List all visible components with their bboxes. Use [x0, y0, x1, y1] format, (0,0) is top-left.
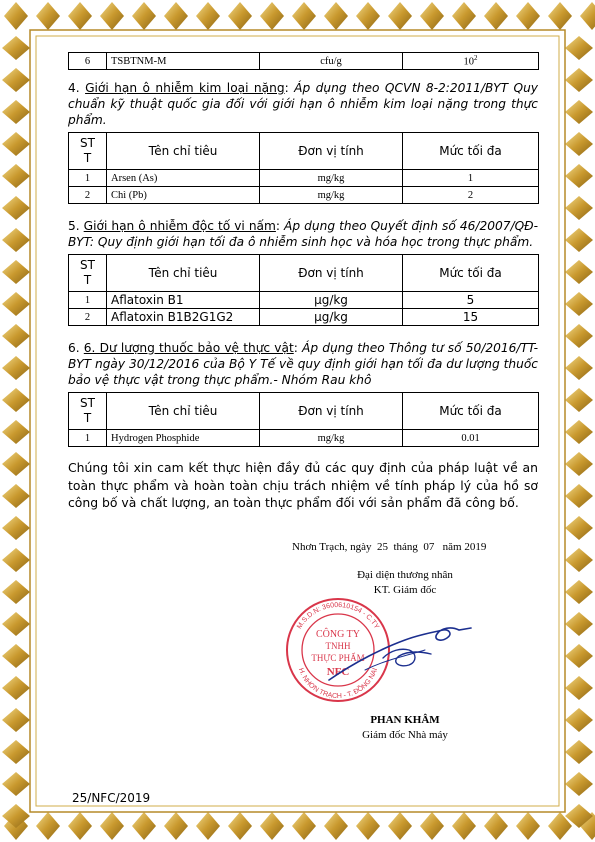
border-diamond — [565, 548, 593, 572]
document-page — [68, 52, 538, 512]
border-diamond — [565, 196, 593, 220]
border-diamond — [565, 36, 593, 60]
border-diamond — [565, 68, 593, 92]
pesticide-table — [68, 392, 539, 447]
border-diamond — [565, 516, 593, 540]
cell-unit: µg/kg — [260, 292, 403, 309]
border-diamond — [565, 260, 593, 284]
table-row — [69, 187, 539, 204]
header-unit: Đơn vị tính — [260, 255, 403, 292]
section-5-text: Áp dụng theo Quyết định số 46/2007/QĐ-BYT: Quy định giới hạn tối đa ô nhiễm sinh học và hóa học trong thực phẩm. — [68, 219, 538, 249]
border-diamond — [580, 2, 595, 30]
border-diamond — [2, 612, 30, 636]
section-4-text: Áp dụng theo QCVN 8-2:2011/BYT Quy chuẩn kỹ thuật quốc gia đối với giới hạn ô nhiễm kim loại nặng trong thực phẩm. — [68, 81, 539, 127]
table-row — [69, 292, 539, 309]
header-stt: ST T — [69, 255, 107, 292]
border-diamond — [452, 2, 476, 30]
border-diamond — [2, 36, 30, 60]
mycotoxin-table — [68, 254, 539, 326]
cell-unit: cfu/g — [260, 53, 403, 70]
border-diamond — [565, 452, 593, 476]
cell-stt: 1 — [69, 170, 107, 187]
cell-stt: 6 — [69, 53, 107, 70]
border-diamond — [565, 708, 593, 732]
border-diamond — [2, 420, 30, 444]
border-diamond — [2, 292, 30, 316]
header-name: Tên chỉ tiêu — [107, 255, 260, 292]
border-diamond — [228, 812, 252, 840]
section-6-text: Áp dụng theo Thông tư số 50/2016/TT-BYT ngày 30/12/2016 của Bộ Y Tế về quy định giới hạn tối đa dư lượng thuốc bảo vệ thực vật trong thực phẩm.- Nhóm Rau khô — [68, 341, 539, 387]
border-diamond — [388, 2, 412, 30]
border-diamond — [420, 2, 444, 30]
border-diamond — [452, 812, 476, 840]
cell-stt: 1 — [69, 292, 107, 309]
svg-text:CÔNG TY: CÔNG TY — [316, 629, 360, 640]
section-4-heading: 4. Giới hạn ô nhiễm kim loại nặng: Áp dụng theo QCVN 8-2:2011/BYT Quy chuẩn kỹ thuật quốc gia đối với giới hạn ô nhiễm kim loại nặng trong thực phẩm. — [68, 81, 539, 127]
cell-max: 1 — [403, 170, 539, 187]
cell-name: Hydrogen Phosphide — [107, 430, 260, 447]
border-diamond — [565, 420, 593, 444]
cell-max: 0.01 — [403, 430, 539, 447]
border-diamond — [420, 812, 444, 840]
cell-max: 5 — [403, 292, 539, 309]
border-diamond — [484, 812, 508, 840]
handwritten-signature — [325, 610, 475, 690]
border-diamond — [565, 644, 593, 668]
section-5-title: Giới hạn ô nhiễm độc tố vi nấm — [83, 219, 276, 233]
section-6-title: 6. Dư lượng thuốc bảo vệ thực vật — [83, 341, 294, 355]
border-diamond — [292, 812, 316, 840]
table-header-row — [69, 133, 539, 170]
border-diamond — [2, 228, 30, 252]
border-diamond — [565, 292, 593, 316]
border-diamond — [68, 812, 92, 840]
cell-unit: mg/kg — [260, 430, 403, 447]
border-diamond — [196, 812, 220, 840]
signer-title: Giám đốc Nhà máy — [362, 729, 448, 741]
border-diamond — [565, 772, 593, 796]
svg-text:H. NHƠN TRẠCH - T. ĐỒNG NAI: H. NHƠN TRẠCH - T. ĐỒNG NAI — [296, 667, 380, 701]
border-diamond — [356, 2, 380, 30]
border-diamond — [356, 812, 380, 840]
header-max: Mức tối đa — [403, 393, 539, 430]
border-diamond — [2, 196, 30, 220]
cell-unit: mg/kg — [260, 187, 403, 204]
border-diamond — [324, 812, 348, 840]
border-diamond — [2, 100, 30, 124]
border-diamond — [132, 812, 156, 840]
border-diamond — [516, 812, 540, 840]
section-4-title: Giới hạn ô nhiễm kim loại nặng — [85, 81, 285, 95]
border-diamond — [2, 676, 30, 700]
border-diamond — [2, 708, 30, 732]
cell-max: 2 — [403, 187, 539, 204]
header-max: Mức tối đa — [403, 255, 539, 292]
table-row — [69, 430, 539, 447]
top-table — [68, 52, 539, 70]
svg-text:TNHH: TNHH — [325, 641, 351, 651]
document-footer-code: 25/NFC/2019 — [72, 791, 151, 805]
border-diamond — [2, 68, 30, 92]
border-diamond — [2, 516, 30, 540]
cell-max: 15 — [403, 309, 539, 326]
border-diamond — [2, 548, 30, 572]
cell-stt: 2 — [69, 309, 107, 326]
header-unit: Đơn vị tính — [260, 393, 403, 430]
table-row — [69, 309, 539, 326]
cell-name: Arsen (As) — [107, 170, 260, 187]
border-diamond — [2, 324, 30, 348]
section-6-heading: 6. 6. Dư lượng thuốc bảo vệ thực vật: Áp dụng theo Thông tư số 50/2016/TT-BYT ngày 30/12/2016 của Bộ Y Tế về quy định giới hạn tối đa dư lượng thuốc bảo vệ thực vật trong thực phẩm.- Nhóm Rau khô — [68, 341, 539, 387]
signature-date: Nhơn Trạch, ngày 25 tháng 07 năm 2019 — [292, 541, 487, 553]
border-diamond — [36, 812, 60, 840]
border-diamond — [260, 812, 284, 840]
border-diamond — [100, 812, 124, 840]
table-header-row — [69, 393, 539, 430]
cell-unit: mg/kg — [260, 170, 403, 187]
border-diamond — [565, 612, 593, 636]
commitment-paragraph: Chúng tôi xin cam kết thực hiện đầy đủ các quy định của pháp luật về an toàn thực phẩm và hoàn toàn chịu trách nhiệm về tính pháp lý của hồ sơ công bố và chất lượng, an toàn thực phẩm đối với sản phẩm đã công bố. — [68, 460, 538, 510]
border-diamond — [196, 2, 220, 30]
cell-name: Aflatoxin B1B2G1G2 — [107, 309, 260, 326]
border-diamond — [260, 2, 284, 30]
cell-max: $10^2$ — [403, 53, 539, 70]
table-row — [69, 170, 539, 187]
cell-stt: 1 — [69, 430, 107, 447]
border-diamond — [565, 100, 593, 124]
header-max: Mức tối đa — [403, 133, 539, 170]
signature-representative: Đại diện thương nhân KT. Giám đốc — [357, 569, 453, 596]
border-diamond — [100, 2, 124, 30]
border-diamond — [2, 356, 30, 380]
cell-name: TSBTNM-M — [107, 53, 260, 70]
border-diamond — [36, 2, 60, 30]
border-diamond — [68, 2, 92, 30]
cell-unit: µg/kg — [260, 309, 403, 326]
border-diamond — [2, 388, 30, 412]
border-diamond — [565, 164, 593, 188]
header-stt: ST T — [69, 393, 107, 430]
border-diamond — [2, 260, 30, 284]
border-diamond — [388, 812, 412, 840]
border-diamond — [228, 2, 252, 30]
border-diamond — [516, 2, 540, 30]
border-diamond — [2, 644, 30, 668]
border-diamond — [324, 2, 348, 30]
border-diamond — [565, 740, 593, 764]
border-diamond — [548, 2, 572, 30]
border-diamond — [2, 580, 30, 604]
border-diamond — [4, 2, 28, 30]
cell-name: Chì (Pb) — [107, 187, 260, 204]
border-diamond — [565, 132, 593, 156]
border-diamond — [164, 2, 188, 30]
border-diamond — [2, 740, 30, 764]
svg-text:THỰC PHẨM: THỰC PHẨM — [311, 653, 365, 663]
table-row — [69, 53, 539, 70]
heavy-metal-table — [68, 132, 539, 204]
header-stt: ST T — [69, 133, 107, 170]
border-diamond — [2, 132, 30, 156]
signer-block — [330, 713, 480, 743]
border-diamond — [565, 388, 593, 412]
border-diamond — [2, 164, 30, 188]
svg-text:NFC: NFC — [326, 666, 350, 678]
border-diamond — [565, 324, 593, 348]
svg-text:M.S.D.N: 3600610154 - C.TY: M.S.D.N: 3600610154 - C.TY — [296, 601, 380, 631]
cell-name: Aflatoxin B1 — [107, 292, 260, 309]
table-header-row — [69, 255, 539, 292]
signer-name: PHAN KHÂM — [370, 714, 440, 726]
border-diamond — [565, 356, 593, 380]
header-unit: Đơn vị tính — [260, 133, 403, 170]
border-diamond — [565, 484, 593, 508]
border-diamond — [565, 228, 593, 252]
header-name: Tên chỉ tiêu — [107, 133, 260, 170]
border-diamond — [164, 812, 188, 840]
cell-stt: 2 — [69, 187, 107, 204]
border-diamond — [292, 2, 316, 30]
header-name: Tên chỉ tiêu — [107, 393, 260, 430]
border-diamond — [484, 2, 508, 30]
border-diamond — [132, 2, 156, 30]
border-diamond — [2, 452, 30, 476]
border-diamond — [2, 484, 30, 508]
section-5-heading: 5. Giới hạn ô nhiễm độc tố vi nấm: Áp dụng theo Quyết định số 46/2007/QĐ-BYT: Quy định giới hạn tối đa ô nhiễm sinh học và hóa học trong thực phẩm. — [68, 219, 538, 249]
border-diamond — [565, 580, 593, 604]
border-diamond — [2, 772, 30, 796]
border-diamond — [565, 676, 593, 700]
